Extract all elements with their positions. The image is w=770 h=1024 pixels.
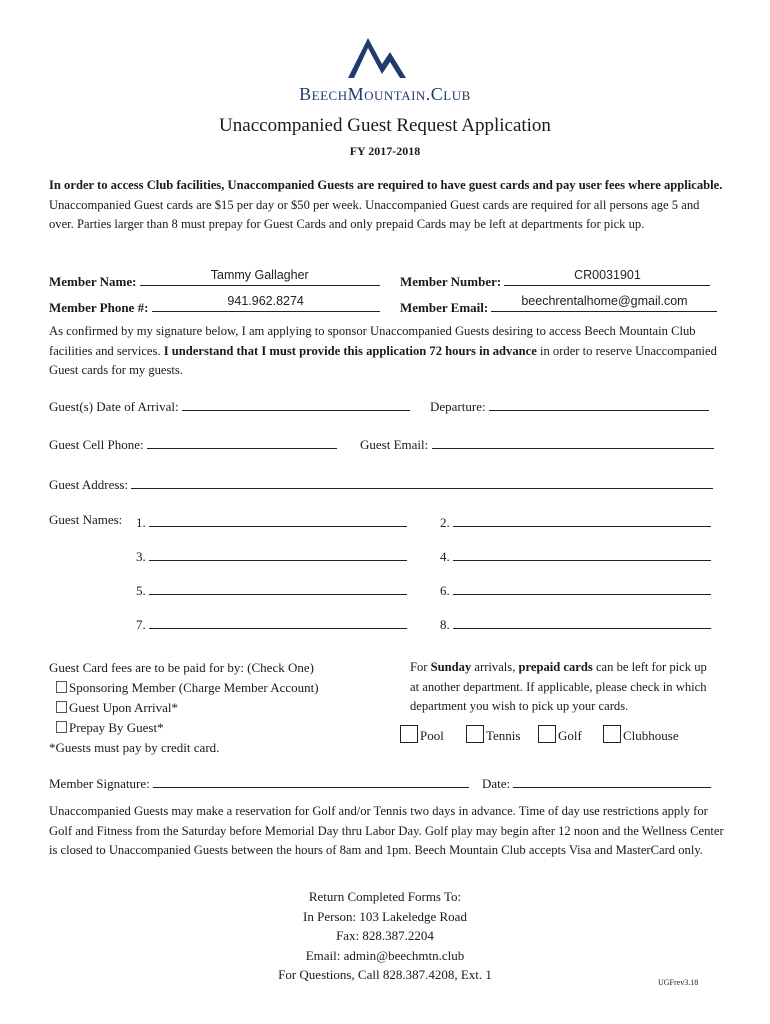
date-field[interactable] bbox=[513, 773, 711, 788]
guest-name-3-field[interactable] bbox=[149, 546, 407, 561]
guest-name-1-field[interactable] bbox=[149, 512, 407, 527]
brand-name: BeechMountain.Club bbox=[299, 84, 471, 104]
form-title: Unaccompanied Guest Request Application bbox=[219, 115, 551, 136]
guest-name-8-field[interactable] bbox=[453, 614, 711, 629]
checkbox-clubhouse[interactable] bbox=[603, 725, 621, 743]
member-name-row: Member Name: Tammy Gallagher bbox=[49, 271, 380, 290]
departure-row: Departure: bbox=[430, 396, 709, 415]
signature-row: Member Signature: bbox=[49, 773, 469, 792]
return-fax: Fax: 828.387.2204 bbox=[336, 928, 434, 943]
arrival-date-field[interactable] bbox=[182, 396, 410, 411]
fee-option-sponsoring[interactable]: Sponsoring Member (Charge Member Account) bbox=[56, 680, 319, 696]
return-questions: For Questions, Call 828.387.4208, Ext. 1 bbox=[278, 967, 492, 982]
guest-name-1-row: 1. bbox=[136, 512, 407, 531]
dept-pool[interactable]: Pool bbox=[400, 725, 444, 744]
pickup-paragraph: For Sunday arrivals, prepaid cards can be left for pick up at another department. If applicable, please check in which department you wish to pick up your cards. bbox=[410, 660, 707, 714]
guest-name-5-row: 5. bbox=[136, 580, 407, 599]
guest-name-3-row: 3. bbox=[136, 546, 407, 565]
dept-tennis[interactable]: Tennis bbox=[466, 725, 520, 744]
signature-field[interactable] bbox=[153, 773, 469, 788]
departure-date-field[interactable] bbox=[489, 396, 709, 411]
member-name-field[interactable]: Tammy Gallagher bbox=[140, 271, 380, 286]
checkbox-guest-arrival[interactable] bbox=[56, 701, 67, 713]
guest-name-6-field[interactable] bbox=[453, 580, 711, 595]
guest-cell-row: Guest Cell Phone: bbox=[49, 434, 337, 453]
credit-card-note: *Guests must pay by credit card. bbox=[49, 740, 220, 755]
guest-names-label: Guest Names: bbox=[49, 512, 123, 527]
member-phone-row: Member Phone #: 941.962.8274 bbox=[49, 297, 380, 316]
guest-name-7-row: 7. bbox=[136, 614, 407, 633]
guest-address-row: Guest Address: bbox=[49, 474, 713, 493]
revision-code: UGFrev3.18 bbox=[658, 978, 699, 987]
member-number-field[interactable]: CR0031901 bbox=[504, 271, 710, 286]
member-phone-field[interactable]: 941.962.8274 bbox=[152, 297, 380, 312]
guest-name-6-row: 6. bbox=[440, 580, 711, 599]
guest-name-7-field[interactable] bbox=[149, 614, 407, 629]
member-email-field[interactable]: beechrentalhome@gmail.com bbox=[491, 297, 717, 312]
fiscal-year: FY 2017-2018 bbox=[349, 144, 421, 158]
fee-option-guest-arrival[interactable]: Guest Upon Arrival* bbox=[56, 700, 178, 716]
policy-paragraph: Unaccompanied Guests may make a reservation for Golf and/or Tennis two days in advance. Time of day use restrictions apply for Golf and Fitness from the Saturday before Memorial Day thru Labor Day. Golf play may begin after 12 noon and the Wellness Center is closed to Unaccompanied Guests between the hours of 8am and 1pm. Beech Mountain Club accepts Visa and MasterCard only. bbox=[49, 804, 724, 858]
mountain-logo-icon bbox=[340, 34, 420, 80]
checkbox-pool[interactable] bbox=[400, 725, 418, 743]
fees-heading: Guest Card fees are to be paid for by: (Check One) bbox=[49, 660, 314, 675]
guest-address-field[interactable] bbox=[131, 474, 713, 489]
guest-email-field[interactable] bbox=[432, 434, 714, 449]
dept-golf[interactable]: Golf bbox=[538, 725, 582, 744]
checkbox-tennis[interactable] bbox=[466, 725, 484, 743]
checkbox-golf[interactable] bbox=[538, 725, 556, 743]
guest-name-8-row: 8. bbox=[440, 614, 711, 633]
guest-name-2-row: 2. bbox=[440, 512, 711, 531]
guest-cell-field[interactable] bbox=[147, 434, 337, 449]
fee-option-prepay[interactable]: Prepay By Guest* bbox=[56, 720, 164, 736]
guest-email-row: Guest Email: bbox=[360, 434, 714, 453]
guest-name-4-field[interactable] bbox=[453, 546, 711, 561]
member-number-row: Member Number: CR0031901 bbox=[400, 271, 710, 290]
arrival-row: Guest(s) Date of Arrival: bbox=[49, 396, 410, 415]
dept-clubhouse[interactable]: Clubhouse bbox=[603, 725, 679, 744]
member-email-row: Member Email: beechrentalhome@gmail.com bbox=[400, 297, 717, 316]
guest-name-4-row: 4. bbox=[440, 546, 711, 565]
checkbox-prepay[interactable] bbox=[56, 721, 67, 733]
confirmation-paragraph: As confirmed by my signature below, I am applying to sponsor Unaccompanied Guests desiring to access Beech Mountain Club facilities and services. I understand that I must provide this application 72 hours in advance in order to reserve Unaccompanied Guest cards for my guests. bbox=[49, 324, 717, 378]
return-email: Email: admin@beechmtn.club bbox=[305, 948, 465, 963]
guest-name-5-field[interactable] bbox=[149, 580, 407, 595]
date-row: Date: bbox=[482, 773, 711, 792]
return-heading: Return Completed Forms To: bbox=[308, 889, 462, 904]
guest-name-2-field[interactable] bbox=[453, 512, 711, 527]
checkbox-sponsoring[interactable] bbox=[56, 681, 67, 693]
return-in-person: In Person: 103 Lakeledge Road bbox=[303, 909, 467, 924]
intro-paragraph: In order to access Club facilities, Unaccompanied Guests are required to have guest cards and pay user fees where applicable. Unaccompanied Guest cards are $15 per day or $50 per week. Unaccompanied Guest cards are required for all persons age 5 and over. Parties larger than 8 must prepay for Guest Cards and only prepaid Cards may be left at departments for pick up. bbox=[49, 178, 723, 232]
